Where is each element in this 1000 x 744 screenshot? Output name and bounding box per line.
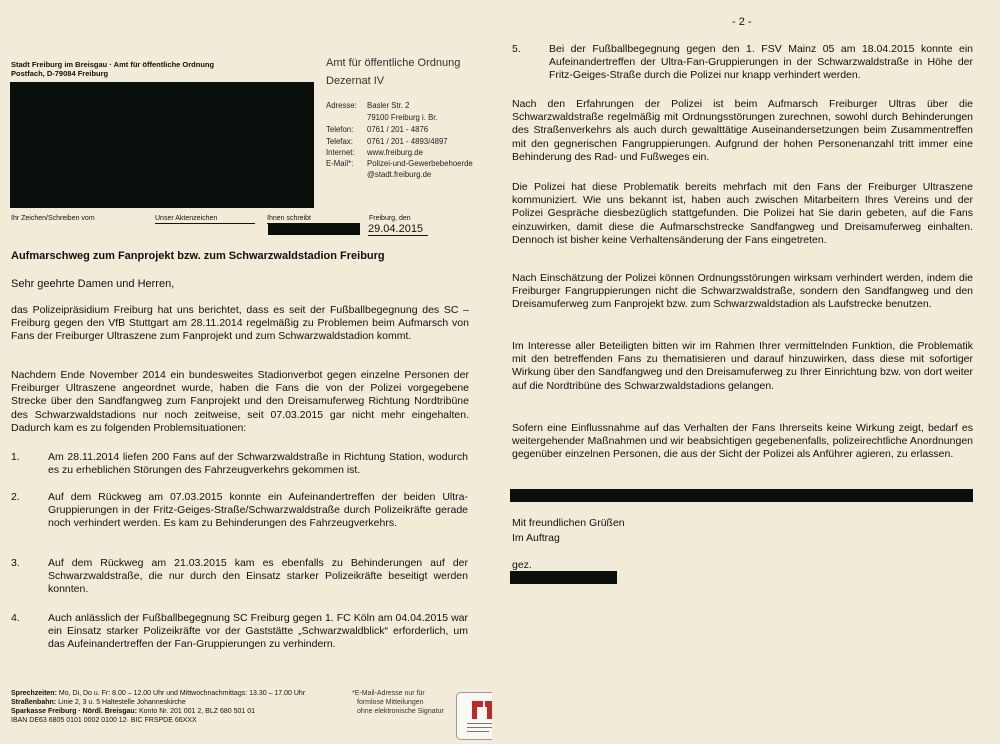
footer-line (11, 707, 255, 716)
footer-value: Mo, Di, Do u. Fr: 8.00 – 12.00 Uhr und Mittwochnachmittags: 13.30 – 17.00 Uhr (58, 690, 306, 697)
list-item-text: Auch anlässlich der Fußballbegegnung SC Freiburg gegen 1. FC Köln am 04.04.2015 war ein Einsatz starker Polizeikräfte vor der Gaststätte „Schwarzwaldblick“ erforderlich, um das Aufeinandertreffen der Fan-Gruppierungen zu verhindern. (48, 612, 468, 651)
closing-greeting: Mit freundlichen Grüßen (512, 517, 625, 529)
letter-date: 29.04.2015 (368, 223, 428, 236)
paragraph-measures: Sofern eine Einflussnahme auf das Verhalten der Fans Ihrerseits keine Wirkung zeigt, bedarf es weitergehender Maßnahmen und wir beabsichtigen gegebenenfalls, polizeirechtliche Anordnungen gegenüber einzelnen Personen, die aus der Sicht der Polizei als Anführer agieren, zu erlassen. (512, 422, 973, 461)
ref-place-label: Freiburg, den (369, 215, 411, 222)
sender-line-1: Stadt Freiburg im Breisgau · Amt für öffentliche Ordnung (11, 60, 215, 69)
contact-value: 79100 Freiburg i. Br. (367, 113, 438, 122)
redacted-writer (268, 223, 360, 235)
footer-line (11, 716, 197, 725)
footer-line (11, 698, 186, 707)
paragraph-police-experience: Nach den Erfahrungen der Polizei ist beim Aufmarsch Freiburger Ultras über die Schwarzwaldstraße regelmäßig mit Ordnungsstörungen zurechnen, sowohl durch Behinderungen des Straßenverkehrs als auch durch gewalttätige Auseinandersetzungen beim Zusammentreffen mit den gegnerischen Fangruppierungen. Aufgrund der hohen Personenanzahl tritt immer eine Behinderung des Rad- und Fußweges ein. (512, 98, 973, 163)
contact-value: 0761 / 201 - 4893/4897 (367, 137, 448, 146)
footer-note-line: *E-Mail-Adresse nur für (352, 690, 425, 697)
footer-note-line: ohne elektronische Signatur (357, 708, 444, 715)
list-number: 3. (11, 557, 20, 569)
list-item-text: Bei der Fußballbegegnung gegen den 1. FSV Mainz 05 am 18.04.2015 konnte ein Aufeinandertreffen der Ultra-Fan-Gruppierungen in der Schwarzwaldstraße in Höhe der Fritz-Geiges-Straße durch die Polizei nur knapp verhindert werden. (549, 43, 973, 82)
contact-label: E-Mail*: (326, 159, 354, 168)
paragraph-background: Nachdem Ende November 2014 ein bundesweites Stadionverbot gegen einzelne Personen der Freiburger Ultraszene angeordnet wurde, haben die Fans die von der Polizei vorgegebene Strecke über den Sandfangweg zum Fanprojekt und den Dreisamuferweg Richtung Nordtribüne des Schwarzwaldstadions nur noch zeitweise, seit 07.03.2015 gar nicht mehr eingehalten. Dadurch kam es zu folgenden Problemsituationen: (11, 369, 469, 434)
paragraph-communication: Die Polizei hat diese Problematik bereits mehrfach mit den Fans der Freiburger Ultraszene kommuniziert. Wie uns bekannt ist, haben auch zwischen Mitarbeitern Ihres Vereins und der Polizei Gespräche diesbezüglich stattgefunden. Die Polizei hat Sie darin gebeten, auf die Fans einzuwirken, damit diese die Aufmarschstrecke Sandfangweg und Dreisamuferweg einhalten. Dennoch ist bisher keine Verhaltensänderung der Fans eingetreten. (512, 181, 973, 246)
redacted-address-block (10, 82, 314, 208)
office-name: Amt für öffentliche Ordnung (326, 57, 461, 69)
salutation: Sehr geehrte Damen und Herren, (11, 278, 175, 290)
contact-label: Telefon: (326, 125, 354, 134)
list-item-text: Auf dem Rückweg am 21.03.2015 kam es ebenfalls zu Behinderungen auf der Schwarzwaldstraße, die nur durch den Einsatz starker Polizeikräfte beseitigt werden konnten. (48, 557, 468, 596)
contact-value: Polizei-und-Gewerbebehoerde (367, 159, 473, 168)
redacted-line (510, 489, 973, 502)
signature-gez: gez. (512, 559, 532, 571)
footer-label: Straßenbahn: (11, 699, 57, 706)
list-number: 2. (11, 491, 20, 503)
ref-letter-label: Ihnen schreibt (267, 214, 319, 224)
redacted-signature (510, 571, 617, 584)
contact-value: @stadt.freiburg.de (367, 170, 432, 179)
footer-label: Sprechzeiten: (11, 690, 57, 697)
contact-label: Internet: (326, 148, 355, 157)
list-number: 5. (512, 43, 521, 55)
footer-label: Sparkasse Freiburg · Nördl. Breisgau: (11, 708, 138, 715)
ref-yours-label: Ihr Zeichen/Schreiben vom (11, 215, 95, 222)
ref-ours-label: Unser Aktenzeichen (155, 214, 255, 224)
footer-line (11, 689, 305, 698)
closing-authority: Im Auftrag (512, 532, 560, 544)
letter-page-1 (0, 0, 492, 743)
contact-label: Adresse: (326, 101, 357, 110)
footer-note-line: formlose Mitteilungen (357, 699, 424, 706)
contact-value: 0761 / 201 - 4876 (367, 125, 429, 134)
list-item-text: Am 28.11.2014 liefen 200 Fans auf der Schwarzwaldstraße in Richtung Station, wodurch es zu erheblichen Störungen des Fahrzeugverkehrs gekommen ist. (48, 451, 468, 477)
contact-value: Basler Str. 2 (367, 101, 410, 110)
contact-value: www.freiburg.de (367, 148, 423, 157)
list-item-text: Auf dem Rückweg am 07.03.2015 konnte ein Aufeinandertreffen der beiden Ultra-Gruppierungen in der Fritz-Geiges-Straße/Schwarzwaldstraße durch Polizeikräfte gerade noch verhindert werden. Es kam zu Behinderungen des Fahrzeugverkehrs. (48, 491, 468, 530)
paragraph-request: Im Interesse aller Beteiligten bitten wir im Rahmen Ihrer vermittelnden Funktion, die Problematik mit den betreffenden Fans zu thematisieren und darauf hinzuwirken, dass diese mit sofortiger Wirkung über den Sandfangweg und den Dreisamuferweg zu Ihrer Einrichtung bzw. von dort weiter auf die Nordtribüne des Schwarzwaldstadions gelangen. (512, 340, 973, 392)
list-number: 4. (11, 612, 20, 624)
sender-line-2: Postfach, D-79084 Freiburg (11, 69, 109, 78)
footer-value: Konto Nr. 201 001 2, BLZ 680 501 01 (139, 708, 255, 715)
letter-page-2 (492, 0, 1000, 743)
paragraph-intro: das Polizeipräsidium Freiburg hat uns berichtet, dass es seit der Fußballbegegnung des SC – Freiburg gegen den VfB Stuttgart am 28.11.2014 regelmäßig zu Problemen beim Aufmarsch von Fans der Freiburger Ultraszene zum Fanprojekt und zum Schwarzwaldstadion kommt. (11, 304, 469, 343)
contact-label: Telefax: (326, 137, 353, 146)
list-number: 1. (11, 451, 20, 463)
office-dept: Dezernat IV (326, 75, 385, 87)
footer-value: Linie 2, 3 u. 5 Haltestelle Johanneskirche (58, 699, 186, 706)
page-number: - 2 - (732, 16, 752, 28)
footer-value: IBAN DE63 6805 0101 0002 0100 12· BIC FRSPDE 66XXX (11, 717, 197, 724)
paragraph-assessment: Nach Einschätzung der Polizei können Ordnungsstörungen wirksam verhindert werden, indem die Freiburger Fangruppierungen nicht die Schwarzwaldstraße, sondern den Sandfangweg und den Dreisamuferweg zum Fanprojekt bzw. zum Schwarzwaldstadion als Laufstrecke benutzen. (512, 272, 973, 311)
letter-subject: Aufmarschweg zum Fanprojekt bzw. zum Schwarzwaldstadion Freiburg (11, 250, 385, 262)
